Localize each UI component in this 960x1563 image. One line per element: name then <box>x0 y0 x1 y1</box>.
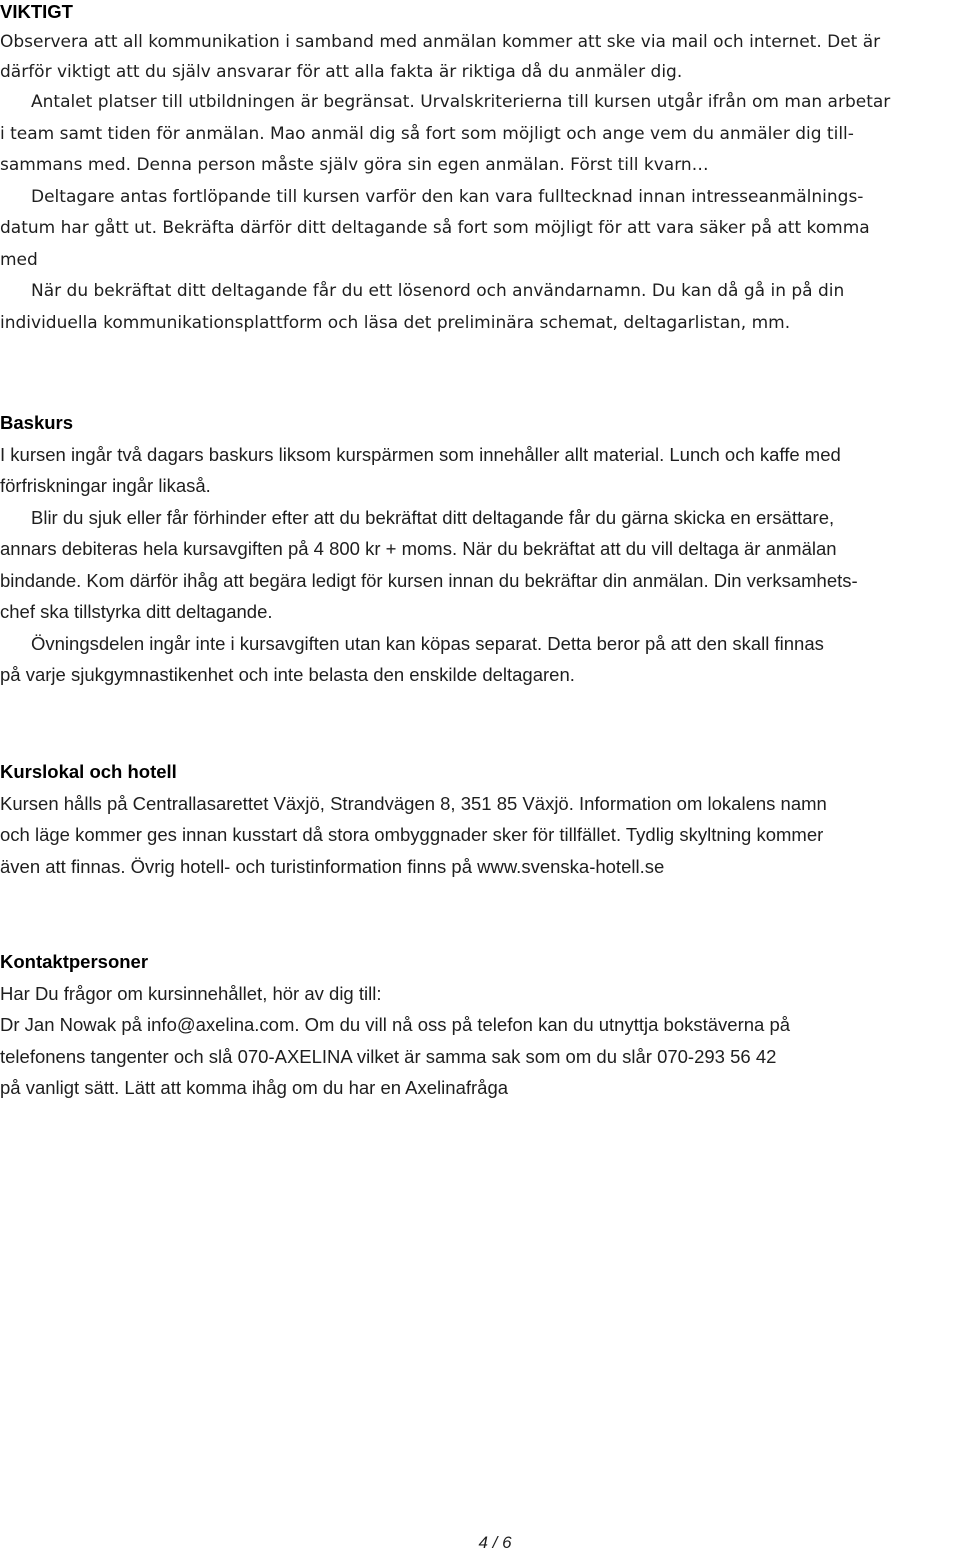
paragraph-kontakt-1: Har Du frågor om kursinnehållet, hör av dig till: Dr Jan Nowak på info@axelina.com. Om du vill nå oss på telefon kan du utnyttja bokstäverna på telefonens tangenter och slå 070-AXELINA vilket är samma sak som om du slår 070-293 56 42 på vanligt sätt. Lätt att komma ihåg om du har en Axelinafråga <box>0 982 791 1098</box>
section-kontakt <box>0 946 958 1104</box>
paragraph-viktigt-4: När du bekräftat ditt deltagande får du ett lösenord och användarnamn. Du kan då gå in på din individuella kommunikationsplattform och läsa det preliminära schemat, deltagarlistan, mm. <box>0 281 845 333</box>
section-heading-kontakt: Kontaktpersoner <box>0 951 149 972</box>
paragraph-baskurs-3: Övningsdelen ingår inte i kursavgiften utan kan köpas separat. Detta beror på att den skall finnas på varje sjukgymnastikenhet och inte belasta den enskilde deltagaren. <box>0 632 824 685</box>
paragraph-viktigt-3: Deltagare antas fortlöpande till kursen varför den kan vara fulltecknad innan intresseanmälnings- datum har gått ut. Bekräfta därför ditt deltagande så fort som möjligt för att vara säker på att komma med <box>0 186 870 270</box>
section-heading-kurslokal: Kurslokal och hotell <box>0 761 177 782</box>
section-baskurs <box>0 407 958 691</box>
section-viktigt <box>0 0 958 339</box>
section-heading-viktigt: VIKTIGT <box>0 1 73 22</box>
section-heading-baskurs: Baskurs <box>0 412 74 433</box>
paragraph-viktigt-2: Antalet platser till utbildningen är begränsat. Urvalskriterierna till kursen utgår ifrån om man arbetar i team samt tiden för anmälan. Mao anmäl dig så fort som möjligt och ange vem du anmäler dig till- sammans med. Denna person måste själv göra sin egen anmälan. Först till kvarn… <box>0 92 891 175</box>
page-number: 4 / 6 <box>478 1533 512 1552</box>
paragraph-viktigt-1: Observera att all kommunikation i samband med anmälan kommer att ske via mail och internet. Det är därför viktigt att du själv ansvarar för att alla fakta är riktiga då du anmäler dig. <box>0 32 881 82</box>
paragraph-kurslokal-1: Kursen hålls på Centrallasarettet Växjö, Strandvägen 8, 351 85 Växjö. Information om lokalens namn och läge kommer ges innan kusstart då stora ombyggnader sker för tillfället. Tydlig skyltning kommer även att finnas. Övrig hotell- och turistinformation finns på www.svenska-hotell.se <box>0 792 827 877</box>
paragraph-baskurs-2: Blir du sjuk eller får förhinder efter att du bekräftat ditt deltagande får du gärna skicka en ersättare, annars debiteras hela kursavgiften på 4 800 kr + moms. När du bekräftat att du vill deltaga är anmälan bindande. Kom därför ihåg att begära ledigt för kursen innan du bekräftar din anmälan. Din verksamhets- chef ska tillstyrka ditt deltagande. <box>0 506 858 622</box>
paragraph-baskurs-1: I kursen ingår två dagars baskurs liksom kurspärmen som innehåller allt material. Lunch och kaffe med förfriskningar ingår likaså. <box>0 443 841 496</box>
section-kurslokal <box>0 756 958 882</box>
